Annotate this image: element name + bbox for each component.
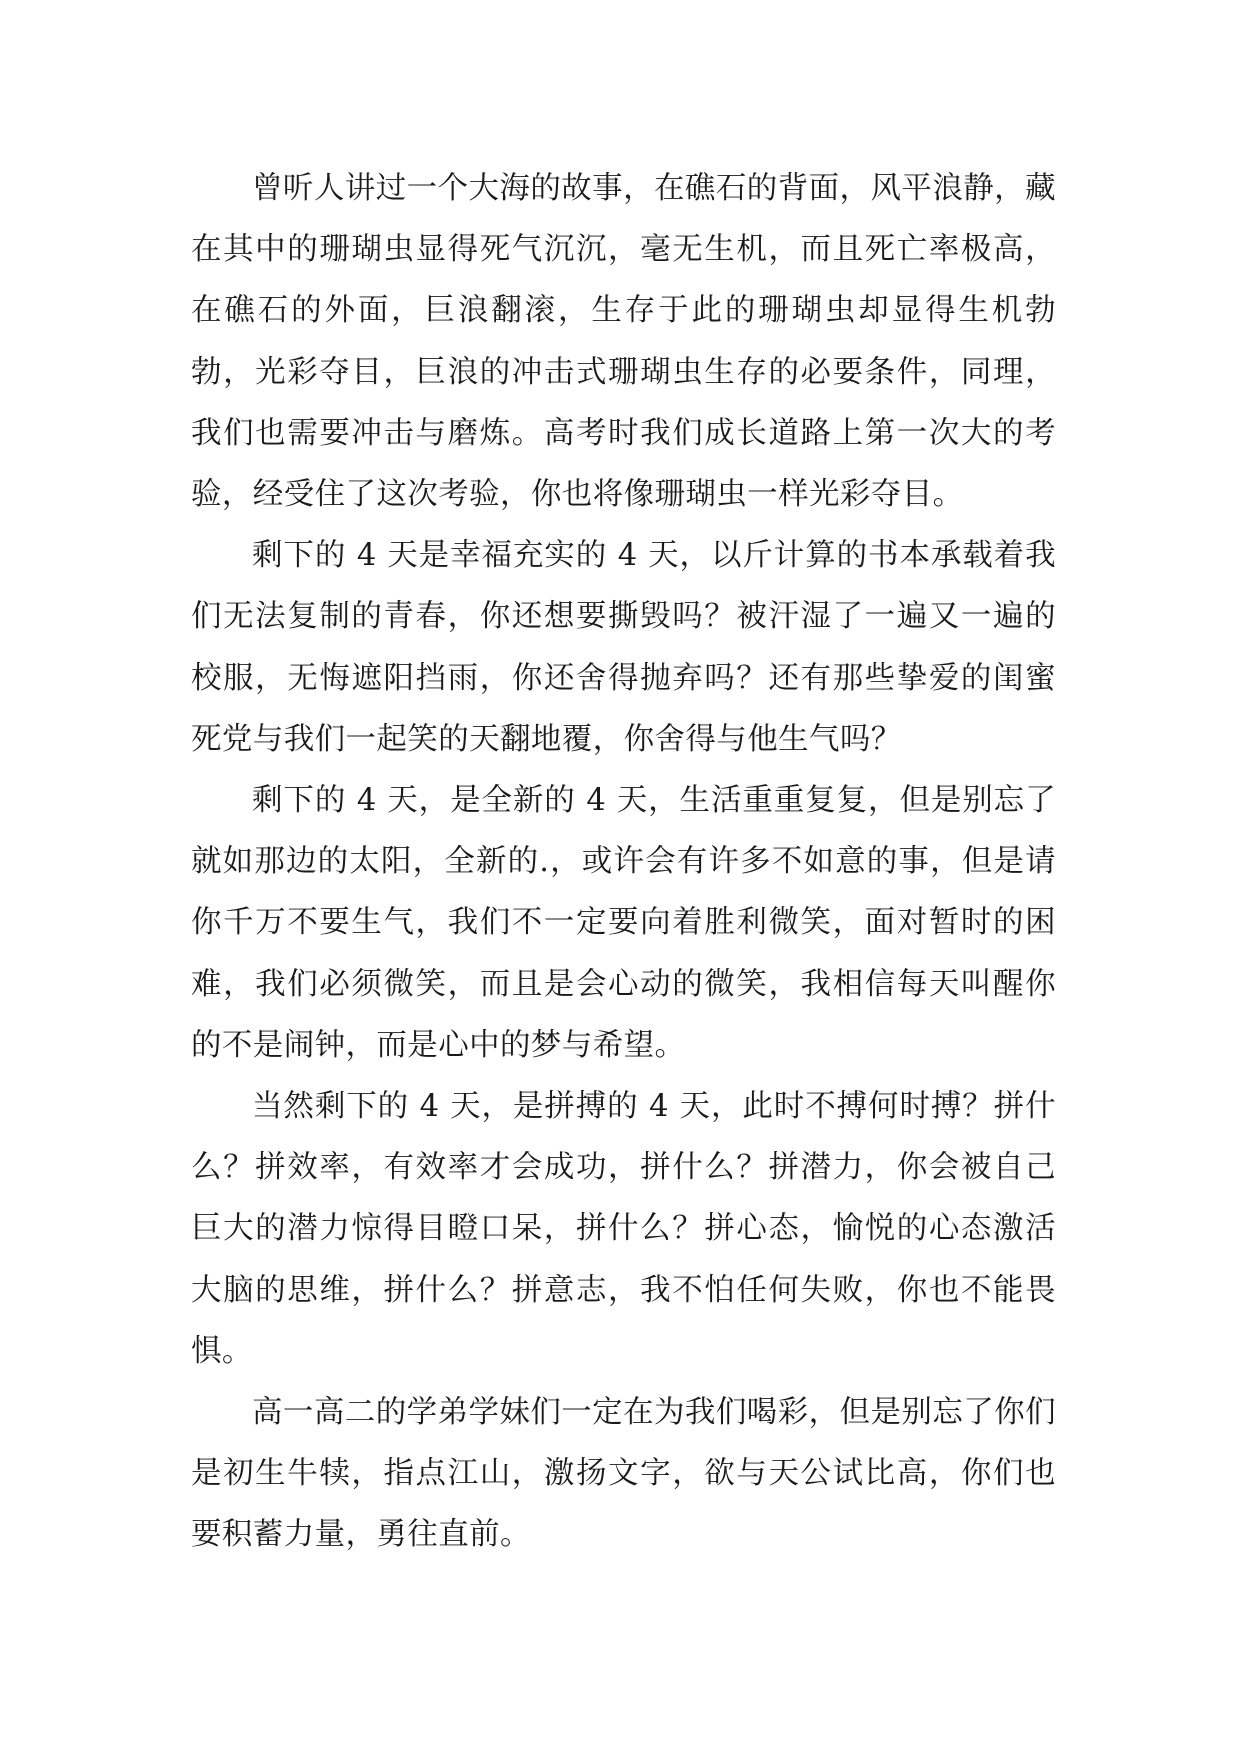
paragraph-striving-days: 当然剩下的 4 天，是拼搏的 4 天，此时不搏何时搏？拼什么？拼效率，有效率才会成功，拼什么？拼潜力，你会被自己巨大的潜力惊得目瞪口呆，拼什么？拼心态，愉悦的心态激活大脑的思维，拼什么？拼意志，我不怕任何失败，你也不能畏惧。 bbox=[191, 1089, 1056, 1369]
paragraph-happy-days: 剩下的 4 天是幸福充实的 4 天，以斤计算的书本承载着我们无法复制的青春，你还想要撕毁吗？被汗湿了一遍又一遍的校服，无悔遮阳挡雨，你还舍得抛弃吗？还有那些挚爱的闺蜜死党与我们一起笑的天翻地覆，你舍得与他生气吗？ bbox=[191, 538, 1056, 757]
paragraph-juniors: 高一高二的学弟学妹们一定在为我们喝彩，但是别忘了你们是初生牛犊，指点江山，激扬文字，欲与天公试比高，你们也要积蓄力量，勇往直前。 bbox=[191, 1395, 1056, 1553]
paragraph-new-days: 剩下的 4 天，是全新的 4 天，生活重重复复，但是别忘了就如那边的太阳，全新的.，或许会有许多不如意的事，但是请你千万不要生气，我们不一定要向着胜利微笑，面对暂时的困难，我们必须微笑，而且是会心动的微笑，我相信每天叫醒你的不是闹钟，而是心中的梦与希望。 bbox=[191, 783, 1056, 1063]
document-body bbox=[191, 158, 1056, 1566]
paragraph-coral-story: 曾听人讲过一个大海的故事，在礁石的背面，风平浪静，藏在其中的珊瑚虫显得死气沉沉，毫无生机，而且死亡率极高，在礁石的外面，巨浪翻滚，生存于此的珊瑚虫却显得生机勃勃，光彩夺目，巨浪的冲击式珊瑚虫生存的必要条件，同理，我们也需要冲击与磨炼。高考时我们成长道路上第一次大的考验，经受住了这次考验，你也将像珊瑚虫一样光彩夺目。 bbox=[191, 171, 1056, 513]
